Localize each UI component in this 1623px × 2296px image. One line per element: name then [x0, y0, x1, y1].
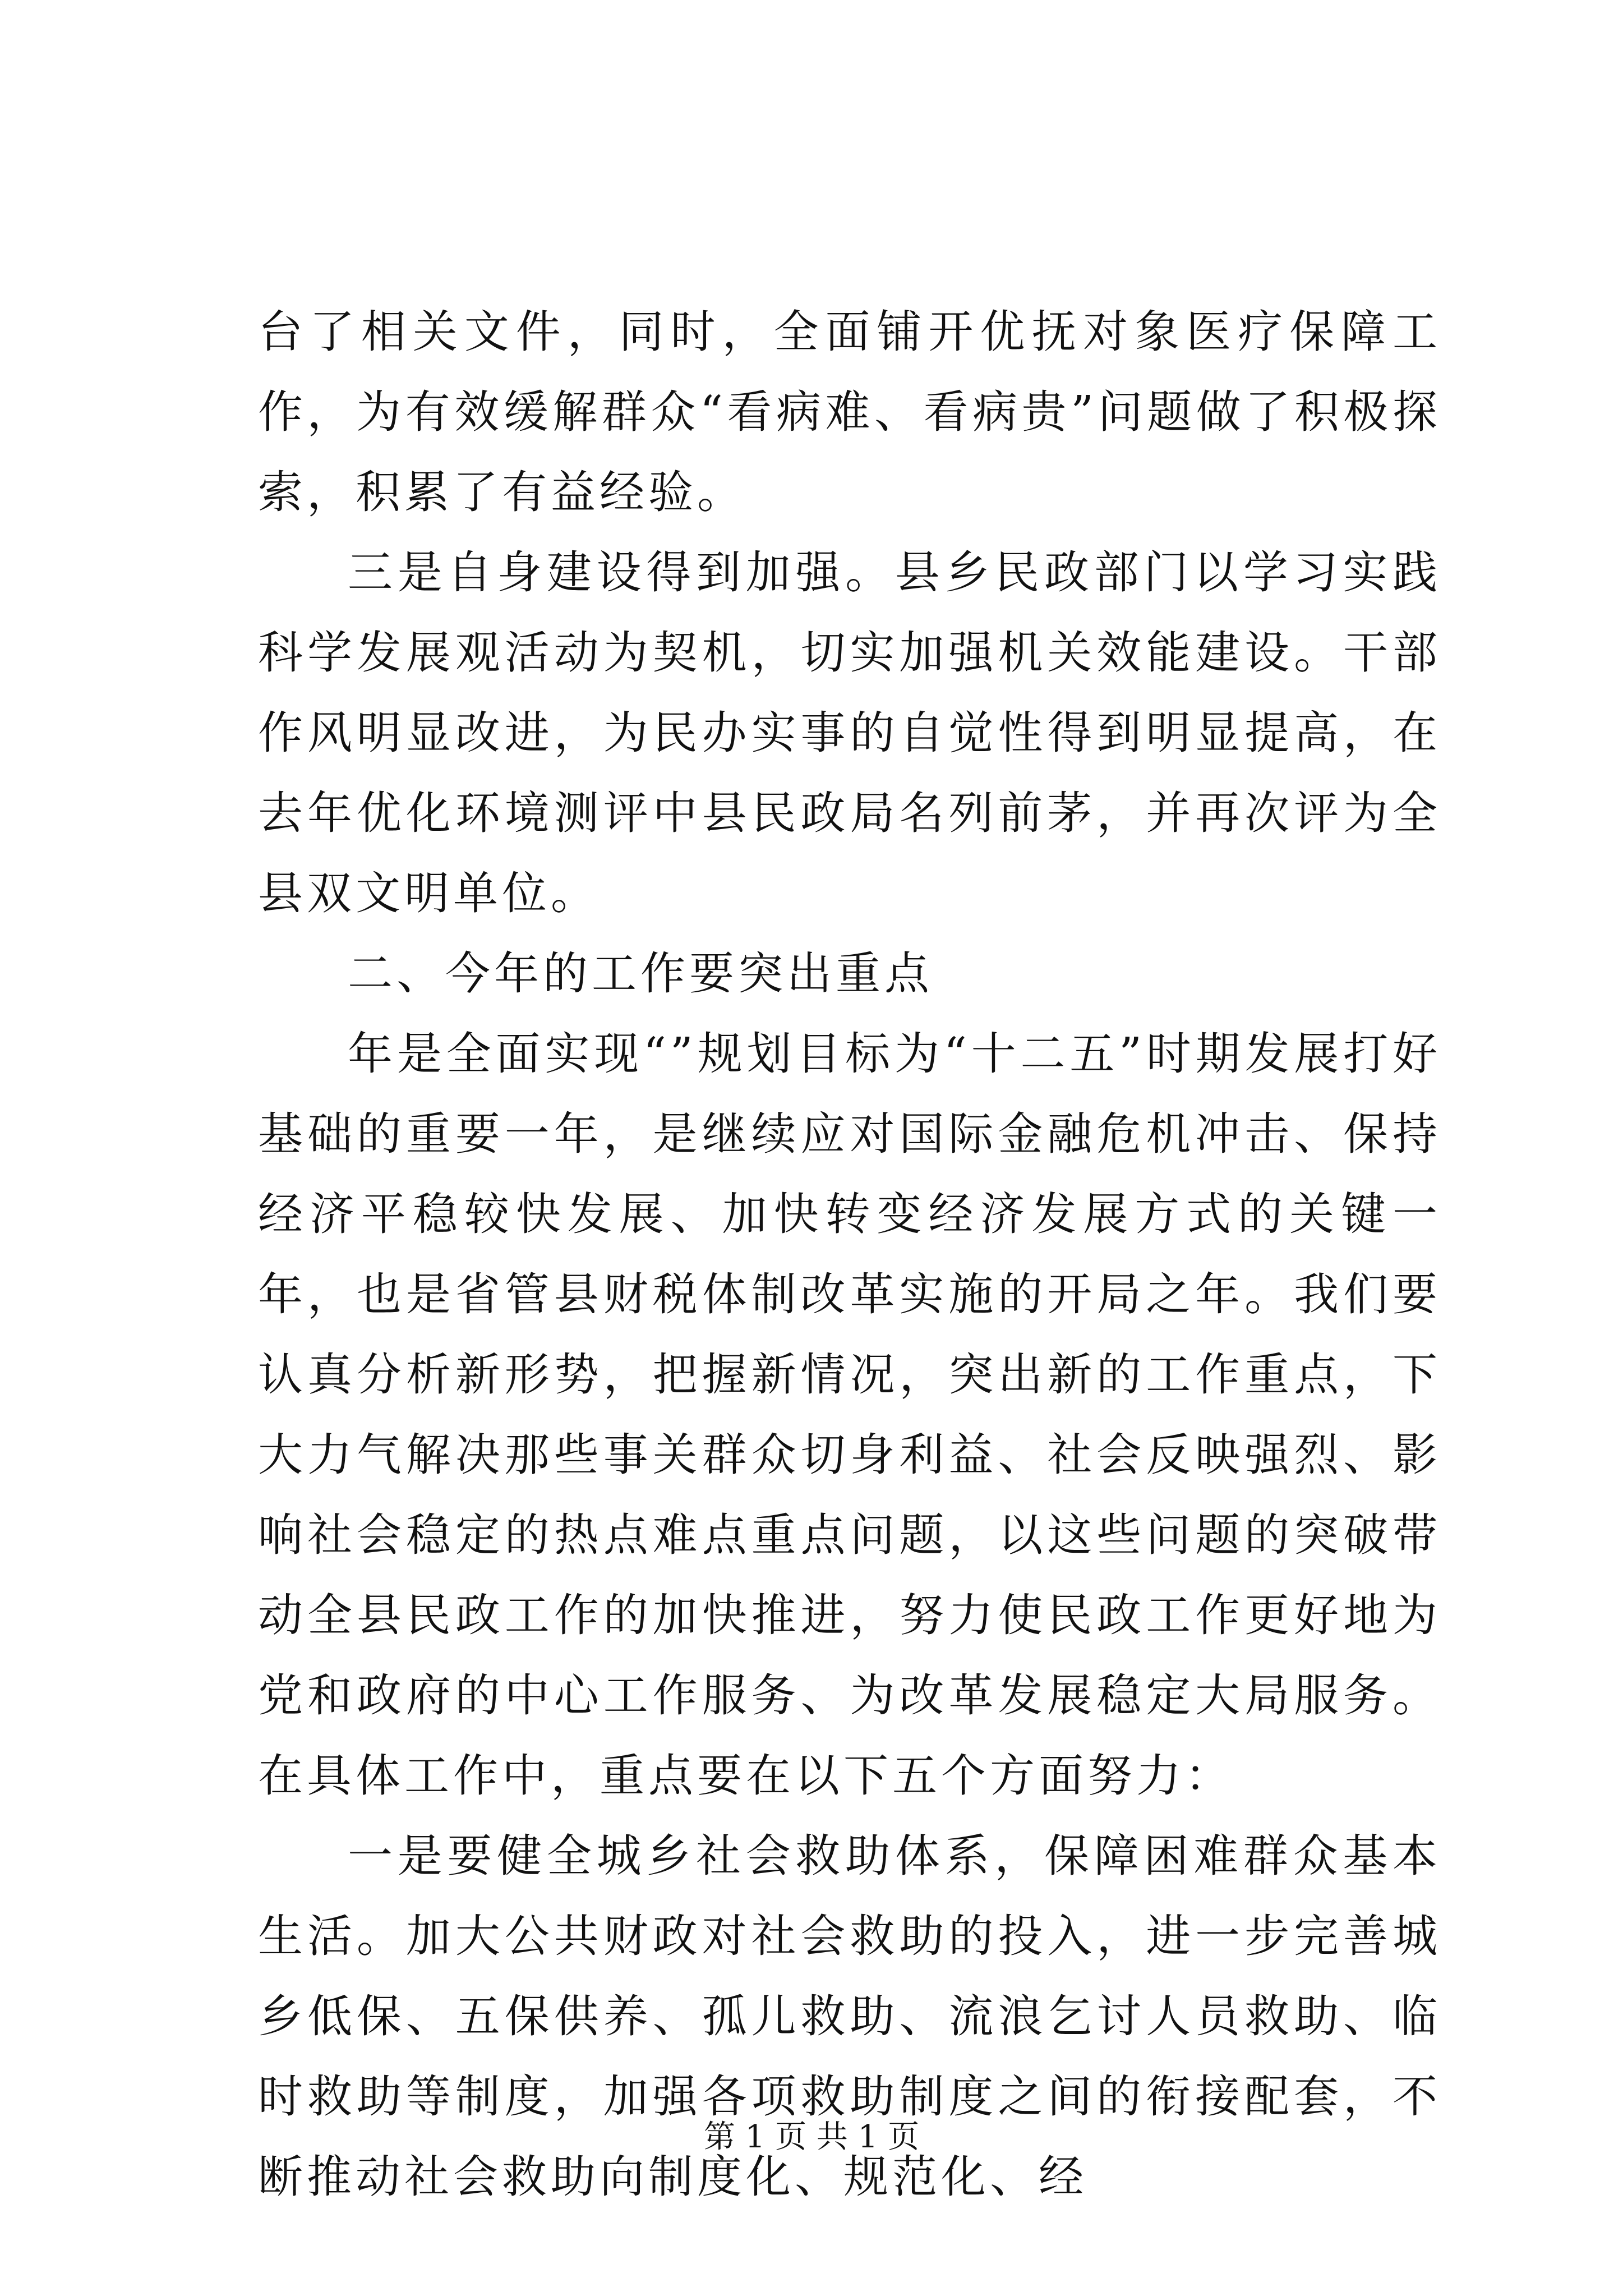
document-body — [258, 292, 1441, 2217]
paragraph-2: 三是自身建设得到加强。县乡民政部门以学习实践科学发展观活动为契机，切实加强机关效能建设。干部作风明显改进，为民办实事的自觉性得到明显提高，在去年优化环境测评中县民政局名列前茅，并再次评为全县双文明单位。 — [258, 546, 1441, 919]
page-number-footer: 第 1 页 共 1 页 — [703, 2119, 920, 2155]
paragraph-3: 年是全面实现“”规划目标为“十二五”时期发展打好基础的重要一年，是继续应对国际金融危机冲击、保持经济平稳较快发展、加快转变经济发展方式的关键一年，也是省管县财税体制改革实施的开局之年。我们要认真分析新形势，把握新情况，突出新的工作重点，下大力气解决那些事关群众切身利益、社会反映强烈、影响社会稳定的热点难点重点问题，以这些问题的突破带动全县民政工作的加快推进，努力使民政工作更好地为党和政府的中心工作服务、为改革发展稳定大局服务。在具体工作中，重点要在以下五个方面努力： — [258, 1028, 1441, 1802]
section-heading: 二、今年的工作要突出重点 — [348, 947, 933, 1000]
paragraph-4: 一是要健全城乡社会救助体系，保障困难群众基本生活。加大公共财政对社会救助的投入，进一步完善城乡低保、五保供养、孤儿救助、流浪乞讨人员救助、临时救助等制度，加强各项救助制度之间的衔接配套，不断推动社会救助向制度化、规范化、经 — [258, 1830, 1441, 2203]
paragraph-1: 台了相关文件，同时，全面铺开优抚对象医疗保障工作，为有效缓解群众“看病难、看病贵”问题做了积极探索，积累了有益经验。 — [258, 306, 1441, 518]
